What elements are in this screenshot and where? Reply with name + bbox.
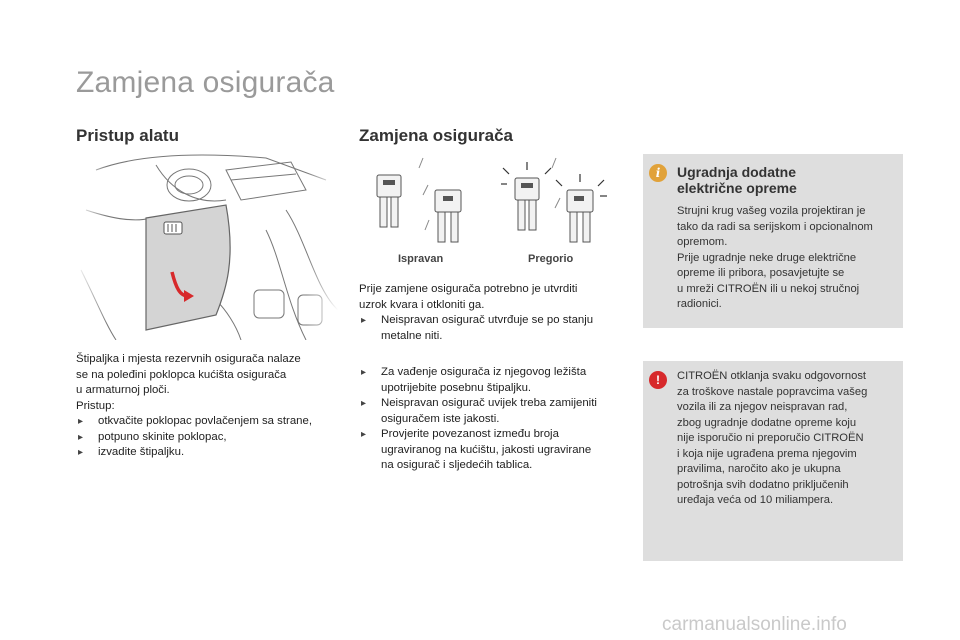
list-item: ▸ Neispravan osigurač uvijek treba zamijeniti osiguračem iste jakosti. (361, 397, 597, 425)
intro-line: Štipaljka i mjesta rezervnih osigurača nalaze (76, 353, 301, 365)
info-box (643, 154, 903, 328)
intro-line: se na poleđini poklopca kućišta osigurača (76, 368, 287, 381)
list-item: ▸ Provjerite povezanost između broja ugraviranog na kućištu, jakosti ugravirane na osigurač i sljedećih tablica. (361, 428, 592, 471)
fuse-check-steps (359, 313, 621, 344)
list-item: ▸ potpuno skinite poklopac, (76, 430, 338, 446)
intro-line: u armaturnoj ploči. (76, 384, 170, 396)
bullet-icon: ▸ (361, 429, 367, 440)
fuse-good-label: Ispravan (398, 253, 444, 265)
list-item: ▸ izvadite štipaljku. (76, 445, 338, 461)
info-box-title: Ugradnja dodatne električne opreme (677, 164, 797, 196)
bullet-icon: ▸ (361, 398, 367, 409)
bullet-icon: ▸ (78, 447, 84, 458)
fuse-replace-text (359, 365, 621, 474)
bullet-icon: ▸ (78, 416, 84, 427)
warning-box-text: CITROËN otklanja svaku odgovornost za troškove nastale popravcima vašeg vozila ili za njegov neispravan rad, zbog ugradnje dodatne opreme koju nije isporučio ni preporučio CITROËN i koja nije ugrađena prema njegovim pravilima, naročito ako je ukupna potrošnja svih dodatno priključenih uređaja veća od 10 miliampera. (677, 370, 868, 506)
fuse-replace-steps (359, 365, 621, 474)
watermark: carmanualsonline.info (662, 614, 847, 635)
list-item: ▸ Neispravan osigurač utvrđuje se po stanju metalne niti. (361, 314, 594, 342)
section-heading-fuse-replacement: Zamjena osigurača (359, 126, 514, 145)
fuse-blown-label: Pregorio (528, 253, 574, 265)
intro-line: Pristup: (76, 399, 115, 412)
intro-line: uzrok kvara i otkloniti ga. (359, 298, 485, 311)
glovebox-illustration (76, 150, 338, 340)
section-heading-tool-access: Pristup alatu (76, 126, 179, 145)
tool-access-text (76, 352, 338, 461)
list-item: ▸ Za vađenje osigurača iz njegovog ležišta upotrijebite posebnu štipaljku. (361, 366, 587, 394)
intro-line: Prije zamjene osigurača potrebno je utvrditi (359, 283, 578, 295)
fuse-intro-text (359, 282, 621, 344)
page-title: Zamjena osigurača (76, 66, 335, 99)
warning-icon: ! (649, 371, 667, 389)
bullet-icon: ▸ (78, 431, 84, 443)
info-icon: i (649, 164, 667, 182)
fuse-diagram (367, 150, 617, 265)
list-item: ▸ otkvačite poklopac povlačenjem sa strane, (76, 414, 338, 430)
bullet-icon: ▸ (361, 367, 367, 378)
access-steps (76, 414, 338, 461)
warning-box (643, 361, 903, 561)
bullet-icon: ▸ (361, 315, 367, 326)
info-box-text: Strujni krug vašeg vozila projektiran je tako da radi sa serijskom i opcionalnom opremom. Prije ugradnje neke druge električne opreme ili pribora, posavjetujte se u mreži CITROËN ili u nekoj stručnoj radionici. (677, 205, 873, 310)
